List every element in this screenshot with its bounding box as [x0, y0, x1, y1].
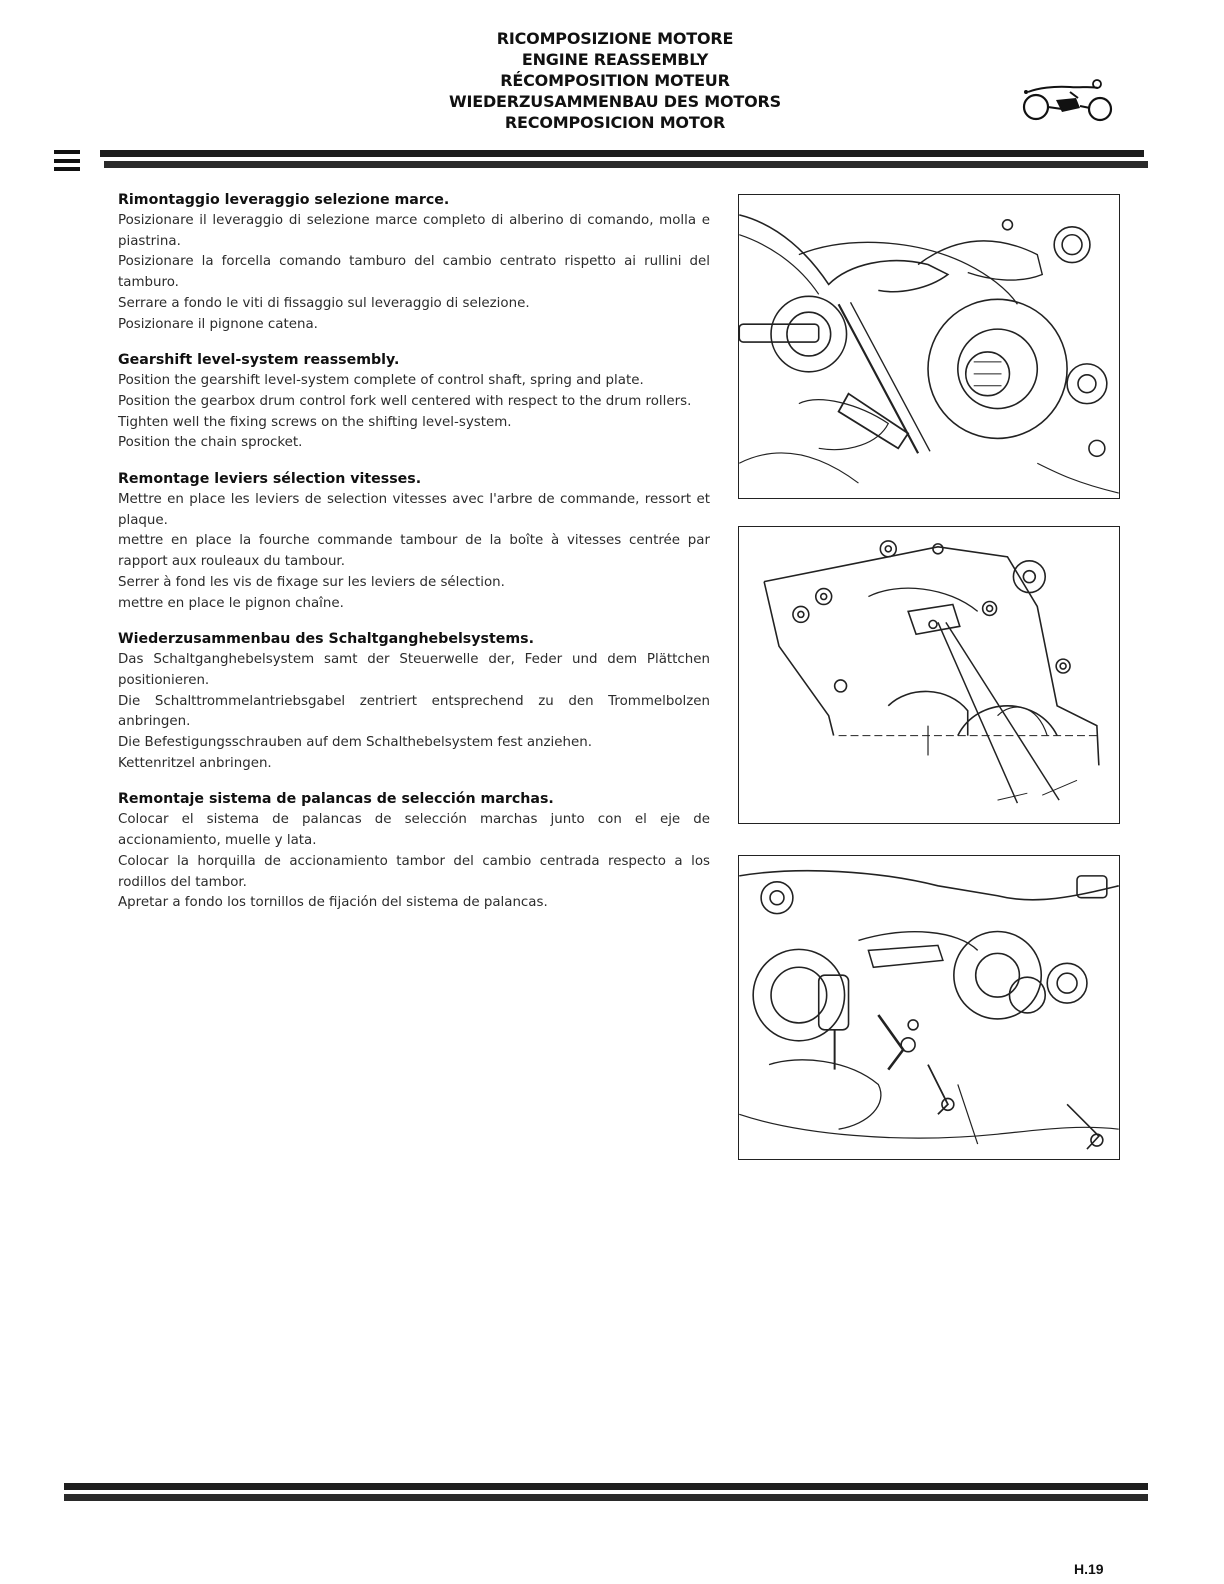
paragraph: Position the chain sprocket. — [118, 435, 303, 451]
section-english — [118, 350, 710, 454]
header-title-de: WIEDERZUSAMMENBAU DES MOTORS — [449, 92, 781, 111]
header-title-es: RECOMPOSICION MOTOR — [504, 113, 726, 132]
paragraph: Serrare a fondo le viti di fissaggio sul leveraggio di selezione. — [118, 295, 530, 311]
section-title: Remontaje sistema de palancas de selección marchas. — [118, 791, 554, 808]
page-number: H.19 — [1074, 1561, 1104, 1577]
paragraph: Position the gearshift level-system complete of control shaft, spring and plate. — [118, 373, 644, 389]
section-french — [118, 469, 710, 614]
paragraph: Posizionare il leveraggio di selezione marce completo di alberino di comando, molla e piastrina. — [118, 213, 710, 249]
paragraph: Apretar a fondo los tornillos de fijación del sistema de palancas. — [118, 895, 548, 911]
paragraph: Mettre en place les leviers de selection vitesses avec l'arbre de commande, ressort et plaque. — [118, 492, 710, 528]
motorcycle-icon — [1018, 78, 1118, 124]
section-title: Wiederzusammenbau des Schaltganghebelsystems. — [118, 631, 534, 648]
paragraph: Colocar el sistema de palancas de selección marchas junto con el eje de accionamiento, muelle y lata. — [118, 812, 710, 849]
paragraph: mettre en place le pignon chaîne. — [118, 595, 344, 611]
paragraph: Serrer à fond les vis de fixage sur les leviers de sélection. — [118, 574, 505, 590]
paragraph: Die Befestigungsschrauben auf dem Schalthebelsystem fest anziehen. — [118, 735, 592, 751]
figure-selector-linkage — [738, 194, 1120, 499]
header-divider — [100, 150, 1144, 172]
section-spanish — [118, 789, 710, 914]
section-italian — [118, 190, 710, 335]
paragraph: mettre en place la fourche commande tambour de la boîte à vitesses centrée par rapport aux rouleaux du tambour. — [118, 533, 710, 570]
section-title: Remontage leviers sélection vitesses. — [118, 471, 422, 488]
section-title: Gearshift level-system reassembly. — [118, 352, 400, 369]
section-title: Rimontaggio leveraggio selezione marce. — [118, 192, 450, 208]
paragraph: Kettenritzel anbringen. — [118, 755, 272, 771]
header-title-it: RICOMPOSIZIONE MOTORE — [496, 29, 734, 48]
header-title-en: ENGINE REASSEMBLY — [521, 50, 709, 69]
side-marker — [54, 150, 80, 172]
paragraph: Tighten well the fixing screws on the shifting level-system. — [118, 414, 512, 430]
header-title-fr: RÉCOMPOSITION MOTEUR — [500, 71, 730, 90]
paragraph: Das Schaltganghebelsystem samt der Steuerwelle der, Feder und dem Plättchen positionieren. — [118, 652, 710, 688]
footer-divider — [64, 1483, 1148, 1505]
page-header — [400, 28, 830, 133]
paragraph: Die Schalttrommelantriebsgabel zentriert entsprechend zu den Trommelbolzen anbringen. — [118, 693, 710, 730]
paragraph: Posizionare la forcella comando tamburo del cambio centrato rispetto ai rullini del tamburo. — [118, 254, 710, 291]
figure-tighten-screws — [738, 855, 1120, 1160]
paragraph: Position the gearbox drum control fork well centered with respect to the drum rollers. — [118, 393, 692, 409]
paragraph: Colocar la horquilla de accionamiento tambor del cambio centrada respecto a los rodillos del tambor. — [118, 853, 710, 890]
paragraph: Posizionare il pignone catena. — [118, 316, 318, 332]
section-german — [118, 629, 710, 774]
figure-fork-alignment — [738, 526, 1120, 824]
instructions-column — [118, 190, 710, 929]
